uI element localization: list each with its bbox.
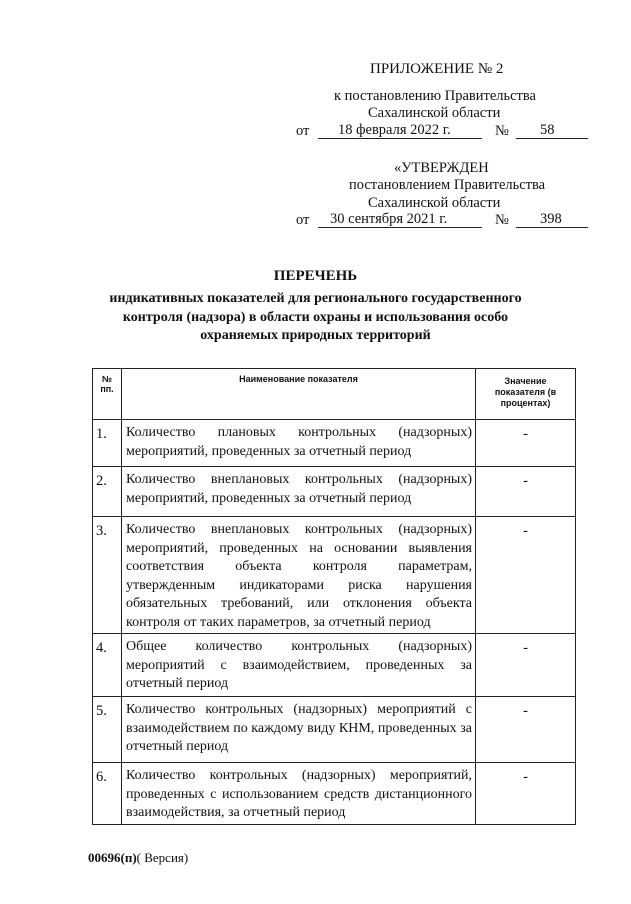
- header-number: [93, 369, 122, 420]
- row-number: 2.: [93, 467, 122, 517]
- row-number: 4.: [93, 634, 122, 697]
- row-number: 5.: [93, 697, 122, 763]
- approved-title: «УТВЕРЖДЕН: [394, 160, 489, 176]
- table-row: [93, 763, 576, 825]
- appendix-number: 58: [540, 122, 555, 138]
- table-row: [93, 467, 576, 517]
- approved-region-line: Сахалинской области: [368, 195, 501, 211]
- row-indicator-value: -: [476, 517, 576, 634]
- row-indicator-value: -: [476, 697, 576, 763]
- row-indicator-name: Количество контрольных (надзорных) мероприятий, проведенных с использованием средств дистанционного взаимодействия, за отчетный период: [122, 763, 476, 825]
- table-row: [93, 517, 576, 634]
- approved-date: 30 сентября 2021 г.: [330, 211, 448, 227]
- row-indicator-value: -: [476, 420, 576, 467]
- approved-resolution-line: постановлением Правительства: [349, 177, 546, 193]
- row-number: 6.: [93, 763, 122, 825]
- table-header-row: [93, 369, 576, 420]
- header-number-line2: пп.: [100, 384, 114, 394]
- document-subtitle-line3: охраняемых природных территорий: [200, 328, 431, 343]
- row-indicator-name: Количество внеплановых контрольных (надзорных) мероприятий, проведенных за отчетный период: [122, 467, 476, 517]
- footer-document-code: [88, 850, 188, 866]
- row-indicator-name: Количество внеплановых контрольных (надзорных) мероприятий, проведенных на основании выявления соответствия объекта контроля параметрам, утвержденным индикаторами риска нарушения обязательных требований, или отклонения объекта контроля от таких параметров, за отчетный период: [122, 517, 476, 634]
- appendix-region-line: Сахалинской области: [368, 105, 501, 121]
- table-row: [93, 634, 576, 697]
- header-value-line2: показателя (в: [494, 387, 557, 397]
- row-number: 1.: [93, 420, 122, 467]
- row-indicator-name: Общее количество контрольных (надзорных) мероприятий с взаимодействием, проведенных за отчетный период: [122, 634, 476, 697]
- approved-number-label: №: [495, 212, 509, 228]
- header-number-line1: №: [101, 374, 113, 384]
- footer-code: 00696(п): [88, 850, 137, 865]
- appendix-from-label: от: [296, 123, 310, 139]
- indicators-table: [92, 368, 576, 825]
- table-row: [93, 420, 576, 467]
- row-indicator-name: Количество контрольных (надзорных) мероприятий с взаимодействием по каждому виду КНМ, проведенных за отчетный период: [122, 697, 476, 763]
- footer-version: ( Версия): [136, 850, 189, 865]
- approved-from-label: от: [296, 212, 310, 228]
- header-indicator-value: [476, 369, 576, 420]
- row-indicator-value: -: [476, 763, 576, 825]
- header-value-line1: Значение: [504, 376, 547, 386]
- appendix-number-label: №: [495, 123, 509, 139]
- header-indicator-name: Наименование показателя: [122, 369, 476, 420]
- row-indicator-value: -: [476, 467, 576, 517]
- appendix-date: 18 февраля 2022 г.: [338, 122, 451, 138]
- appendix-resolution-line: к постановлению Правительства: [334, 88, 536, 104]
- header-value-line3: процентах): [500, 398, 551, 408]
- table-row: [93, 697, 576, 763]
- approved-number: 398: [540, 211, 562, 227]
- document-title: ПЕРЕЧЕНЬ: [273, 268, 358, 284]
- document-subtitle-line2: контроля (надзора) в области охраны и использования особо: [122, 310, 509, 325]
- document-subtitle-line1: индикативных показателей для регионального государственного: [109, 291, 522, 306]
- appendix-title: ПРИЛОЖЕНИЕ № 2: [370, 61, 504, 77]
- row-indicator-name: Количество плановых контрольных (надзорных) мероприятий, проведенных за отчетный период: [122, 420, 476, 467]
- row-indicator-value: -: [476, 634, 576, 697]
- row-number: 3.: [93, 517, 122, 634]
